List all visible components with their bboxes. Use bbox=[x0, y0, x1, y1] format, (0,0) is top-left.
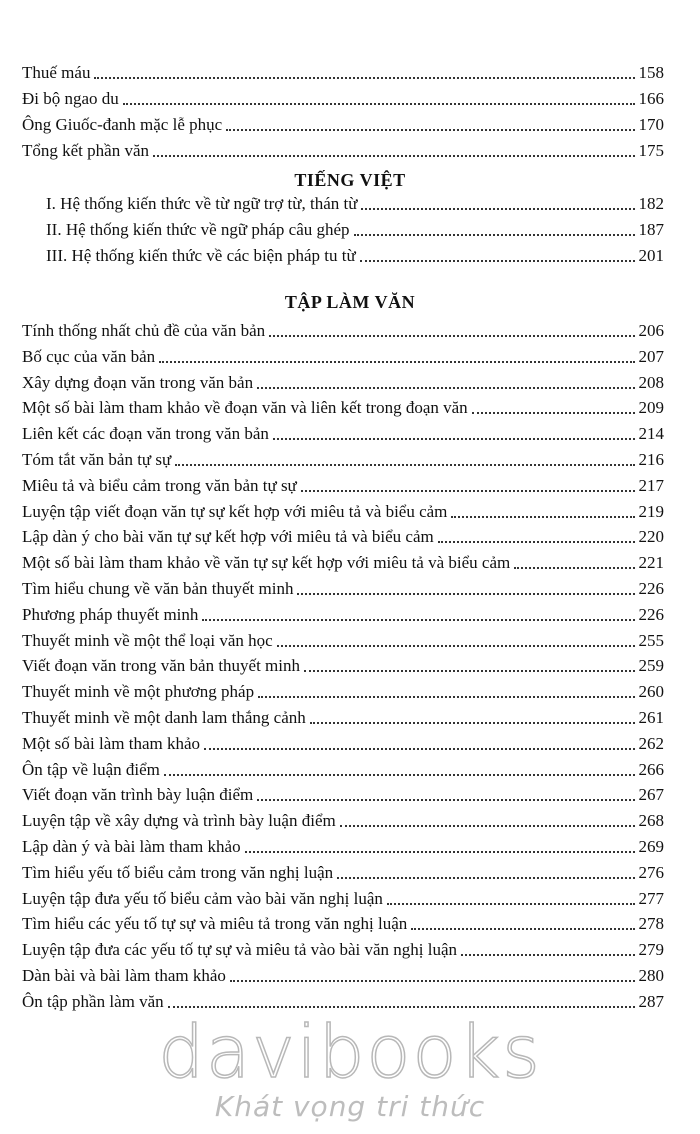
toc-entry-title: III. Hệ thống kiến thức về các biện pháp tu từ bbox=[46, 246, 356, 265]
toc-entry-title: Liên kết các đoạn văn trong văn bản bbox=[22, 424, 269, 444]
dot-leader bbox=[438, 541, 635, 543]
section-heading: TIẾNG VIỆT bbox=[294, 170, 406, 190]
toc-entry-page: 217 bbox=[638, 475, 664, 495]
toc-entry-page: 280 bbox=[638, 966, 664, 985]
toc-entry-page: 221 bbox=[638, 553, 664, 573]
dot-leader bbox=[461, 954, 634, 956]
toc-entry[interactable] bbox=[22, 521, 664, 547]
dot-leader bbox=[340, 825, 635, 827]
toc-entry[interactable] bbox=[22, 315, 664, 341]
toc-entry[interactable] bbox=[22, 857, 664, 883]
dot-leader bbox=[360, 260, 635, 262]
toc-entry[interactable] bbox=[22, 444, 664, 470]
toc-entry-title: Thuyết minh về một danh lam thắng cảnh bbox=[22, 708, 306, 727]
toc-entry[interactable] bbox=[22, 367, 664, 393]
toc-entry[interactable] bbox=[22, 341, 664, 367]
toc-entry-page: 279 bbox=[638, 940, 664, 960]
toc-entry-title: Luyện tập về xây dựng và trình bày luận điểm bbox=[22, 811, 336, 831]
dot-leader bbox=[257, 387, 634, 389]
toc-entry-page: 220 bbox=[638, 527, 664, 547]
toc-entry-page: 182 bbox=[638, 194, 664, 213]
dot-leader bbox=[269, 335, 634, 337]
toc-entry-title: Luyện tập viết đoạn văn tự sự kết hợp với miêu tả và biểu cảm bbox=[22, 501, 448, 521]
toc-entry-title: Tìm hiểu chung về văn bản thuyết minh bbox=[22, 579, 294, 598]
toc-entry-title: Tìm hiểu yếu tố biểu cảm trong văn nghị luận bbox=[22, 862, 334, 882]
toc-entry[interactable] bbox=[22, 573, 664, 599]
dot-leader bbox=[202, 619, 634, 621]
dot-leader bbox=[472, 412, 635, 414]
toc-entry-page: 201 bbox=[638, 246, 664, 265]
toc-entry-title: Ôn tập về luận điểm bbox=[22, 759, 160, 779]
toc-entry[interactable] bbox=[22, 676, 664, 702]
toc-entry[interactable] bbox=[22, 883, 664, 909]
dot-leader bbox=[387, 903, 635, 905]
toc-entry-page: 262 bbox=[638, 733, 664, 753]
toc-entry-title: Bố cục của văn bản bbox=[22, 346, 156, 366]
toc-entry-title: Xây dựng đoạn văn trong văn bản bbox=[22, 372, 254, 392]
toc-entry-page: 158 bbox=[638, 63, 664, 82]
dot-leader bbox=[354, 234, 635, 236]
section-heading: TẬP LÀM VĂN bbox=[284, 292, 416, 312]
toc-entry[interactable] bbox=[22, 418, 664, 444]
dot-leader bbox=[123, 103, 635, 105]
dot-leader bbox=[230, 980, 635, 982]
dot-leader bbox=[175, 464, 634, 466]
toc-entry-title: Luyện tập đưa yếu tố biểu cảm vào bài văn nghị luận bbox=[22, 888, 383, 908]
toc-entry-title: Phương pháp thuyết minh bbox=[22, 604, 199, 624]
toc-entry-title: Viết đoạn văn trình bày luận điểm bbox=[22, 785, 254, 805]
toc-entry-title: Viết đoạn văn trong văn bản thuyết minh bbox=[22, 656, 301, 676]
toc-entry-page: 277 bbox=[638, 888, 664, 908]
toc-entry-title: Miêu tả và biểu cảm trong văn bản tự sự bbox=[22, 475, 297, 495]
dot-leader bbox=[337, 877, 634, 879]
toc-entry-page: 278 bbox=[638, 914, 664, 934]
toc-entry-page: 187 bbox=[638, 220, 664, 239]
toc-entry-title: Thuyết minh về một thể loại văn học bbox=[22, 630, 273, 650]
toc-entry-title: Ông Giuốc-đanh mặc lễ phục bbox=[22, 115, 223, 134]
dot-leader bbox=[301, 490, 635, 492]
toc-entry-page: 206 bbox=[638, 321, 664, 340]
toc-entry[interactable] bbox=[22, 702, 664, 728]
toc-entry-page: 287 bbox=[638, 991, 664, 1011]
dot-leader bbox=[257, 799, 634, 801]
toc-entry-page: 208 bbox=[638, 372, 664, 392]
dot-leader bbox=[297, 593, 634, 595]
toc-entry[interactable] bbox=[46, 240, 664, 266]
watermark-logo: davibooks bbox=[158, 1010, 542, 1094]
dot-leader bbox=[273, 438, 635, 440]
toc-entry-title: Lập dàn ý cho bài văn tự sự kết hợp với miêu tả và biểu cảm bbox=[22, 527, 434, 547]
dot-leader bbox=[277, 645, 635, 647]
toc-entry-title: I. Hệ thống kiến thức về từ ngữ trợ từ, thán từ bbox=[46, 194, 358, 213]
dot-leader bbox=[164, 774, 635, 776]
toc-entry[interactable] bbox=[22, 392, 664, 418]
toc-entry[interactable] bbox=[22, 57, 664, 83]
dot-leader bbox=[226, 129, 634, 131]
toc-entry-page: 175 bbox=[638, 141, 664, 160]
toc-entry[interactable] bbox=[22, 986, 664, 1012]
toc-entry[interactable] bbox=[22, 547, 664, 573]
dot-leader bbox=[411, 928, 634, 930]
toc-entry-page: 259 bbox=[638, 656, 664, 676]
toc-entry[interactable] bbox=[22, 908, 664, 934]
toc-entry-page: 214 bbox=[638, 424, 664, 444]
toc-entry-title: Luyện tập đưa các yếu tố tự sự và miêu tả vào bài văn nghị luận bbox=[22, 940, 458, 960]
toc-entry[interactable] bbox=[22, 831, 664, 857]
toc-entry-page: 166 bbox=[638, 89, 664, 108]
toc-entry[interactable] bbox=[22, 470, 664, 496]
toc-entry[interactable] bbox=[22, 599, 664, 625]
toc-entry-title: Thuế máu bbox=[22, 63, 91, 82]
toc-entry-page: 226 bbox=[638, 579, 664, 598]
toc-entry-title: Tính thống nhất chủ đề của văn bản bbox=[22, 321, 266, 340]
toc-entry-title: Tìm hiểu các yếu tố tự sự và miêu tả trong văn nghị luận bbox=[22, 914, 408, 934]
dot-leader bbox=[310, 722, 635, 724]
toc-entry[interactable] bbox=[46, 214, 664, 240]
toc-entry[interactable] bbox=[22, 960, 664, 986]
toc-entry[interactable] bbox=[46, 188, 664, 214]
toc-entry-page: 255 bbox=[638, 630, 664, 650]
toc-entry-title: Một số bài làm tham khảo về văn tự sự kết hợp với miêu tả và biểu cảm bbox=[22, 553, 511, 573]
dot-leader bbox=[451, 516, 634, 518]
dot-leader bbox=[159, 361, 634, 363]
toc-entry-page: 268 bbox=[638, 811, 664, 831]
toc-entry-page: 209 bbox=[638, 398, 664, 418]
toc-entry-title: Một số bài làm tham khảo bbox=[22, 733, 201, 753]
toc-entry-page: 267 bbox=[638, 785, 664, 805]
dot-leader bbox=[258, 696, 634, 698]
toc-entry-title: Tóm tắt văn bản tự sự bbox=[22, 450, 172, 469]
toc-entry-title: Lập dàn ý và bài làm tham khảo bbox=[22, 837, 241, 856]
toc-entry-title: Ôn tập phần làm văn bbox=[22, 991, 164, 1011]
toc-entry[interactable] bbox=[22, 625, 664, 651]
dot-leader bbox=[168, 1006, 635, 1008]
dot-leader bbox=[245, 851, 635, 853]
toc-entry[interactable] bbox=[22, 650, 664, 676]
dot-leader bbox=[304, 670, 634, 672]
dot-leader bbox=[153, 155, 635, 157]
toc-entry-title: Đi bộ ngao du bbox=[22, 89, 119, 108]
toc-entry-page: 266 bbox=[638, 759, 664, 779]
toc-entry[interactable] bbox=[22, 805, 664, 831]
toc-entry[interactable] bbox=[22, 135, 664, 161]
toc-entry-page: 226 bbox=[638, 604, 664, 624]
dot-leader bbox=[204, 748, 634, 750]
toc-entry-title: Thuyết minh về một phương pháp bbox=[22, 682, 255, 702]
toc-entry[interactable] bbox=[22, 728, 664, 754]
toc-entry-page: 207 bbox=[638, 346, 664, 366]
toc-entry[interactable] bbox=[22, 496, 664, 522]
toc-entry-title: II. Hệ thống kiến thức về ngữ pháp câu ghép bbox=[46, 220, 350, 239]
toc-entry-page: 170 bbox=[638, 115, 664, 134]
toc-entry[interactable] bbox=[22, 779, 664, 805]
toc-entry-page: 269 bbox=[638, 837, 664, 856]
toc-entry[interactable] bbox=[22, 109, 664, 135]
toc-entry-title: Dàn bài và bài làm tham khảo bbox=[22, 966, 226, 985]
dot-leader bbox=[514, 567, 634, 569]
toc-entry-page: 260 bbox=[638, 682, 664, 702]
dot-leader bbox=[361, 208, 634, 210]
toc-entry-page: 261 bbox=[638, 708, 664, 727]
toc-entry-title: Tổng kết phần văn bbox=[22, 141, 149, 160]
watermark-tagline: Khát vọng tri thức bbox=[214, 1090, 486, 1123]
dot-leader bbox=[94, 77, 634, 79]
toc-entry-page: 216 bbox=[638, 450, 664, 469]
toc-entry-title: Một số bài làm tham khảo về đoạn văn và liên kết trong đoạn văn bbox=[22, 398, 468, 418]
toc-entry[interactable] bbox=[22, 934, 664, 960]
toc-entry[interactable] bbox=[22, 83, 664, 109]
toc-entry[interactable] bbox=[22, 754, 664, 780]
toc-entry-page: 219 bbox=[638, 501, 664, 521]
toc-entry-page: 276 bbox=[638, 862, 664, 882]
